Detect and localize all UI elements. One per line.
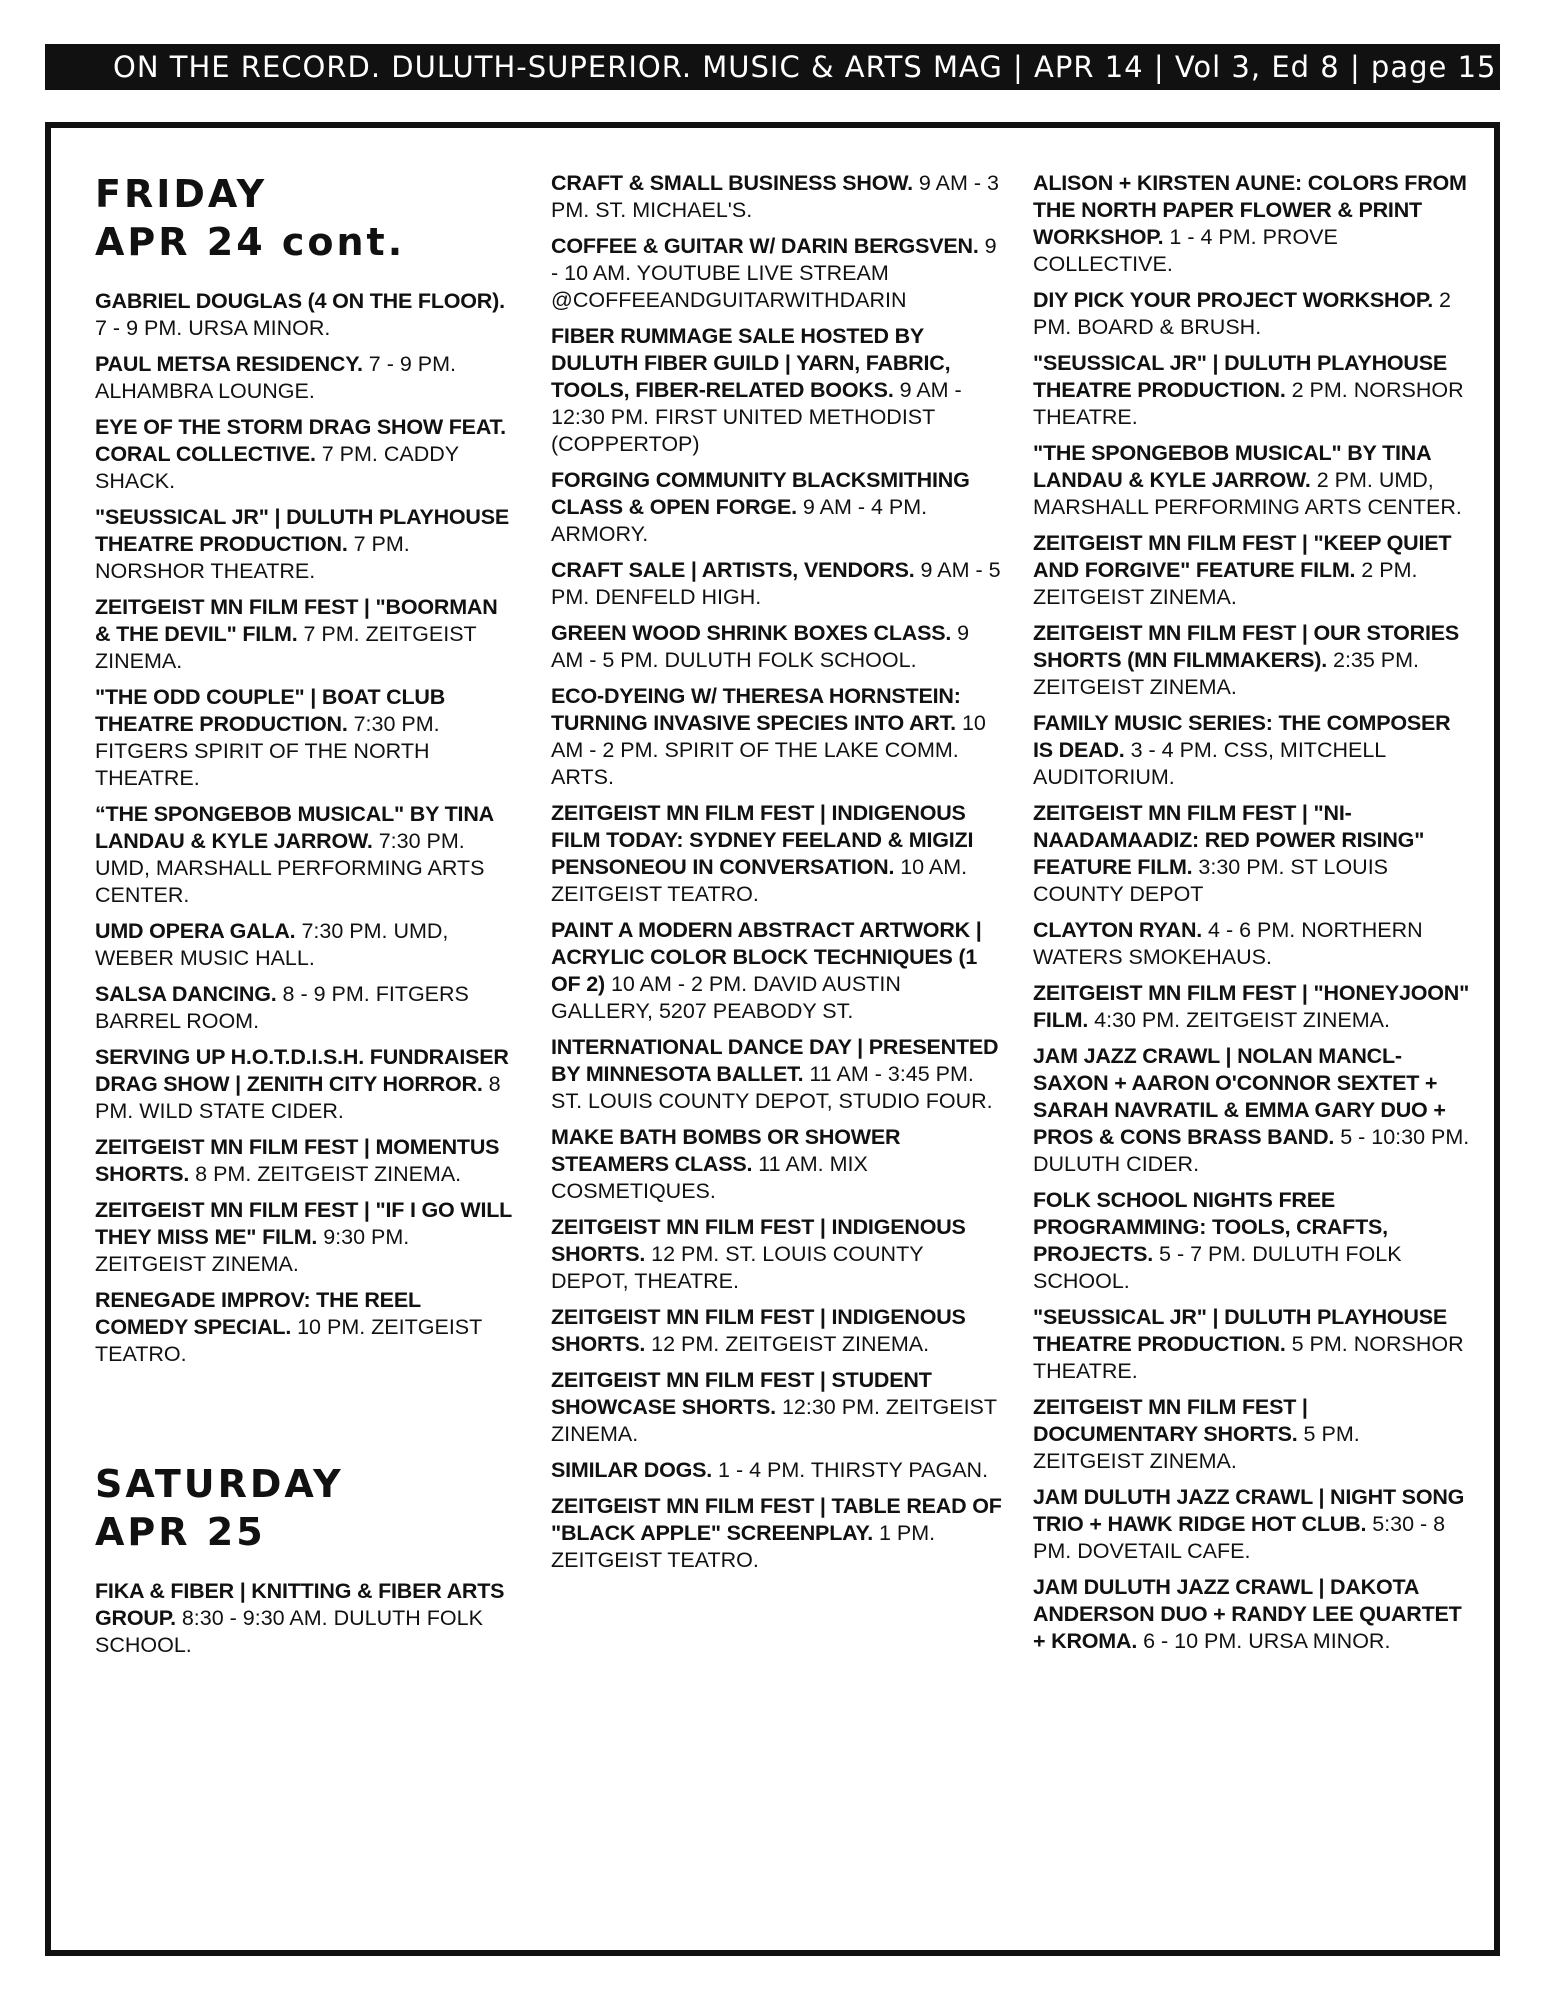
event-details: 10 AM - 2 PM. DAVID AUSTIN GALLERY, 5207 PEABODY ST. <box>551 972 901 1023</box>
event-title: ECO-DYEING W/ THERESA HORNSTEIN: TURNING INVASIVE SPECIES INTO ART. <box>551 684 961 735</box>
event-listing <box>551 800 1006 908</box>
event-details: 9 AM - 4 PM. ARMORY. <box>551 495 928 546</box>
event-details: 7:30 PM. UMD, WEBER MUSIC HALL. <box>95 919 449 970</box>
event-title: ZEITGEIST MN FILM FEST | TABLE READ OF "BLACK APPLE" SCREENPLAY. <box>551 1494 1002 1545</box>
event-title: ZEITGEIST MN FILM FEST | INDIGENOUS FILM TODAY: SYDNEY FEELAND & MIGIZI PENSONEOU IN CONVERSATION. <box>551 801 974 879</box>
friday-event-list <box>95 288 515 1368</box>
event-title: SIMILAR DOGS. <box>551 1458 713 1482</box>
event-listing <box>1033 1484 1473 1565</box>
event-listing <box>95 1197 515 1278</box>
event-details: 9 AM - 12:30 PM. FIRST UNITED METHODIST (COPPERTOP) <box>551 378 962 456</box>
event-details: 5 PM. ZEITGEIST ZINEMA. <box>1033 1422 1360 1473</box>
event-listing <box>1033 287 1473 341</box>
day-date: APR 25 <box>95 1510 266 1554</box>
page-header-banner: ON THE RECORD. DULUTH-SUPERIOR. MUSIC & ARTS MAG | APR 14 | Vol 3, Ed 8 | page 15 <box>45 44 1500 90</box>
event-listing <box>1033 170 1473 278</box>
column-3 <box>1033 170 1473 1664</box>
event-details: 7 - 9 PM. ALHAMBRA LOUNGE. <box>95 352 456 403</box>
event-listing <box>1033 620 1473 701</box>
event-title: ZEITGEIST MN FILM FEST | STUDENT SHOWCASE SHORTS. <box>551 1368 932 1419</box>
event-title: “THE SPONGEBOB MUSICAL" BY TINA LANDAU & KYLE JARROW. <box>95 802 494 853</box>
event-listing <box>95 918 515 972</box>
event-listing <box>551 170 1006 224</box>
event-details: 7 PM. CADDY SHACK. <box>95 442 459 493</box>
event-listing <box>1033 980 1473 1034</box>
saturday-event-list <box>95 1578 515 1659</box>
event-title: PAUL METSA RESIDENCY. <box>95 352 363 376</box>
event-details: 2 PM. ZEITGEIST ZINEMA. <box>1033 558 1418 609</box>
event-listing <box>551 557 1006 611</box>
day-name: FRIDAY <box>95 172 268 216</box>
event-details: 9:30 PM. ZEITGEIST ZINEMA. <box>95 1225 410 1276</box>
event-details: 12 PM. ZEITGEIST ZINEMA. <box>651 1332 930 1356</box>
event-details: 7 PM. ZEITGEIST ZINEMA. <box>95 622 477 673</box>
day-name: SATURDAY <box>95 1462 344 1506</box>
event-details: 10 AM. ZEITGEIST TEATRO. <box>551 855 968 906</box>
event-details: 1 - 4 PM. THIRSTY PAGAN. <box>718 1458 989 1482</box>
event-listing <box>1033 710 1473 791</box>
event-listing <box>1033 1574 1473 1655</box>
event-details: 6 - 10 PM. URSA MINOR. <box>1143 1629 1391 1653</box>
event-title: "THE ODD COUPLE" | BOAT CLUB THEATRE PRODUCTION. <box>95 685 446 736</box>
event-title: FAMILY MUSIC SERIES: THE COMPOSER IS DEAD. <box>1033 711 1451 762</box>
event-details: 3:30 PM. ST LOUIS COUNTY DEPOT <box>1033 855 1389 906</box>
event-listing <box>95 414 515 495</box>
event-details: 5 - 10:30 PM. DULUTH CIDER. <box>1033 1125 1470 1176</box>
event-title: PAINT A MODERN ABSTRACT ARTWORK | ACRYLIC COLOR BLOCK TECHNIQUES (1 OF 2) <box>551 918 982 996</box>
event-details: 8 PM. ZEITGEIST ZINEMA. <box>195 1162 462 1186</box>
event-details: 9 AM - 5 PM. DENFELD HIGH. <box>551 558 1001 609</box>
event-title: GABRIEL DOUGLAS (4 ON THE FLOOR). <box>95 289 505 313</box>
event-title: ZEITGEIST MN FILM FEST | MOMENTUS SHORTS. <box>95 1135 500 1186</box>
friday-heading <box>95 170 515 266</box>
column-2 <box>551 170 1006 1583</box>
saturday-event-list-3 <box>1033 170 1473 1655</box>
event-listing <box>551 1367 1006 1448</box>
event-details: 8:30 - 9:30 AM. DULUTH FOLK SCHOOL. <box>95 1606 483 1657</box>
event-title: ZEITGEIST MN FILM FEST | "IF I GO WILL THEY MISS ME" FILM. <box>95 1198 512 1249</box>
event-title: MAKE BATH BOMBS OR SHOWER STEAMERS CLASS. <box>551 1125 901 1176</box>
event-listing <box>551 1214 1006 1295</box>
event-listing <box>551 683 1006 791</box>
event-title: "SEUSSICAL JR" | DULUTH PLAYHOUSE THEATRE PRODUCTION. <box>1033 351 1448 402</box>
event-listing <box>551 467 1006 548</box>
event-details: 1 PM. ZEITGEIST TEATRO. <box>551 1521 936 1572</box>
event-title: SALSA DANCING. <box>95 982 277 1006</box>
event-details: 2 PM. UMD, MARSHALL PERFORMING ARTS CENTER. <box>1033 468 1462 519</box>
event-title: ZEITGEIST MN FILM FEST | "HONEYJOON" FILM. <box>1033 981 1470 1032</box>
event-details: 12 PM. ST. LOUIS COUNTY DEPOT, THEATRE. <box>551 1242 924 1293</box>
event-listing <box>1033 1043 1473 1178</box>
event-listing <box>95 1578 515 1659</box>
event-listing <box>1033 440 1473 521</box>
event-title: ALISON + KIRSTEN AUNE: COLORS FROM THE NORTH PAPER FLOWER & PRINT WORKSHOP. <box>1033 171 1467 249</box>
event-details: 4 - 6 PM. NORTHERN WATERS SMOKEHAUS. <box>1033 918 1423 969</box>
event-details: 8 PM. WILD STATE CIDER. <box>95 1072 501 1123</box>
event-listings-frame <box>45 122 1500 1956</box>
event-details: 2:35 PM. ZEITGEIST ZINEMA. <box>1033 648 1420 699</box>
event-listing <box>1033 350 1473 431</box>
event-listing <box>551 620 1006 674</box>
event-listing <box>1033 800 1473 908</box>
event-title: ZEITGEIST MN FILM FEST | INDIGENOUS SHORTS. <box>551 1215 966 1266</box>
event-details: 7:30 PM. UMD, MARSHALL PERFORMING ARTS CENTER. <box>95 829 485 907</box>
event-title: JAM DULUTH JAZZ CRAWL | DAKOTA ANDERSON DUO + RANDY LEE QUARTET + KROMA. <box>1033 1575 1462 1653</box>
saturday-heading <box>95 1460 515 1556</box>
event-title: JAM DULUTH JAZZ CRAWL | NIGHT SONG TRIO + HAWK RIDGE HOT CLUB. <box>1033 1485 1465 1536</box>
event-details: 12:30 PM. ZEITGEIST ZINEMA. <box>551 1395 997 1446</box>
event-details: 5 PM. NORSHOR THEATRE. <box>1033 1332 1464 1383</box>
event-title: EYE OF THE STORM DRAG SHOW FEAT. CORAL COLLECTIVE. <box>95 415 506 466</box>
event-details: 5:30 - 8 PM. DOVETAIL CAFE. <box>1033 1512 1446 1563</box>
event-title: FIBER RUMMAGE SALE HOSTED BY DULUTH FIBER GUILD | YARN, FABRIC, TOOLS, FIBER-RELATED BOOKS. <box>551 324 951 402</box>
event-details: 11 AM. MIX COSMETIQUES. <box>551 1152 868 1203</box>
event-details: 5 - 7 PM. DULUTH FOLK SCHOOL. <box>1033 1242 1402 1293</box>
event-title: "SEUSSICAL JR" | DULUTH PLAYHOUSE THEATRE PRODUCTION. <box>95 505 510 556</box>
event-details: 7 PM. NORSHOR THEATRE. <box>95 532 410 583</box>
event-title: FOLK SCHOOL NIGHTS FREE PROGRAMMING: TOOLS, CRAFTS, PROJECTS. <box>1033 1188 1388 1266</box>
event-details: 3 - 4 PM. CSS, MITCHELL AUDITORIUM. <box>1033 738 1386 789</box>
event-details: 9 - 10 AM. YOUTUBE LIVE STREAM @COFFEEANDGUITARWITHDARIN <box>551 234 997 312</box>
event-title: GREEN WOOD SHRINK BOXES CLASS. <box>551 621 952 645</box>
event-title: ZEITGEIST MN FILM FEST | INDIGENOUS SHORTS. <box>551 1305 966 1356</box>
event-details: 2 PM. NORSHOR THEATRE. <box>1033 378 1464 429</box>
event-title: RENEGADE IMPROV: THE REEL COMEDY SPECIAL. <box>95 1288 421 1339</box>
event-listing <box>551 1304 1006 1358</box>
event-listing <box>95 351 515 405</box>
event-details: 1 - 4 PM. PROVE COLLECTIVE. <box>1033 225 1338 276</box>
event-listing <box>551 323 1006 458</box>
event-title: FIKA & FIBER | KNITTING & FIBER ARTS GROUP. <box>95 1579 505 1630</box>
event-listing <box>95 504 515 585</box>
event-listing <box>1033 917 1473 971</box>
event-details: 2 PM. BOARD & BRUSH. <box>1033 288 1451 339</box>
event-title: CRAFT & SMALL BUSINESS SHOW. <box>551 171 913 195</box>
event-title: INTERNATIONAL DANCE DAY | PRESENTED BY MINNESOTA BALLET. <box>551 1035 999 1086</box>
day-date: APR 24 cont. <box>95 220 406 264</box>
event-details: 9 AM - 5 PM. DULUTH FOLK SCHOOL. <box>551 621 970 672</box>
event-listing <box>95 981 515 1035</box>
event-title: FORGING COMMUNITY BLACKSMITHING CLASS & OPEN FORGE. <box>551 468 970 519</box>
event-title: CRAFT SALE | ARTISTS, VENDORS. <box>551 558 915 582</box>
event-listing <box>95 288 515 342</box>
saturday-event-list-2 <box>551 170 1006 1574</box>
event-listing <box>95 684 515 792</box>
event-listing <box>1033 1394 1473 1475</box>
event-title: SERVING UP H.O.T.D.I.S.H. FUNDRAISER DRAG SHOW | ZENITH CITY HORROR. <box>95 1045 509 1096</box>
event-title: ZEITGEIST MN FILM FEST | OUR STORIES SHORTS (MN FILMMAKERS). <box>1033 621 1460 672</box>
event-listing <box>551 233 1006 314</box>
event-title: ZEITGEIST MN FILM FEST | "BOORMAN & THE DEVIL" FILM. <box>95 595 498 646</box>
event-title: ZEITGEIST MN FILM FEST | "NI-NAADAMAADIZ: RED POWER RISING" FEATURE FILM. <box>1033 801 1425 879</box>
event-details: 9 AM - 3 PM. ST. MICHAEL'S. <box>551 171 999 222</box>
event-listing <box>95 1134 515 1188</box>
event-details: 7:30 PM. FITGERS SPIRIT OF THE NORTH THEATRE. <box>95 712 440 790</box>
event-title: CLAYTON RYAN. <box>1033 918 1203 942</box>
event-title: UMD OPERA GALA. <box>95 919 296 943</box>
event-details: 7 - 9 PM. URSA MINOR. <box>95 316 331 340</box>
event-listing <box>551 1034 1006 1115</box>
event-listing <box>551 1124 1006 1205</box>
event-listing <box>1033 1304 1473 1385</box>
event-title: JAM JAZZ CRAWL | NOLAN MANCL-SAXON + AARON O'CONNOR SEXTET + SARAH NAVRATIL & EMMA GARY DUO + PROS & CONS BRASS BAND. <box>1033 1044 1446 1149</box>
event-details: 8 - 9 PM. FITGERS BARREL ROOM. <box>95 982 469 1033</box>
column-1 <box>95 170 515 1668</box>
event-title: "THE SPONGEBOB MUSICAL" BY TINA LANDAU & KYLE JARROW. <box>1033 441 1431 492</box>
event-title: ZEITGEIST MN FILM FEST | "KEEP QUIET AND FORGIVE" FEATURE FILM. <box>1033 531 1452 582</box>
event-listing <box>95 1044 515 1125</box>
event-details: 4:30 PM. ZEITGEIST ZINEMA. <box>1094 1008 1390 1032</box>
event-listing <box>551 1493 1006 1574</box>
event-details: 10 PM. ZEITGEIST TEATRO. <box>95 1315 482 1366</box>
event-title: COFFEE & GUITAR W/ DARIN BERGSVEN. <box>551 234 979 258</box>
event-listing <box>551 1457 1006 1484</box>
event-listing <box>1033 1187 1473 1295</box>
event-listing <box>551 917 1006 1025</box>
event-title: "SEUSSICAL JR" | DULUTH PLAYHOUSE THEATRE PRODUCTION. <box>1033 1305 1448 1356</box>
event-title: ZEITGEIST MN FILM FEST | DOCUMENTARY SHORTS. <box>1033 1395 1308 1446</box>
event-listing <box>95 801 515 909</box>
event-title: DIY PICK YOUR PROJECT WORKSHOP. <box>1033 288 1433 312</box>
event-details: 11 AM - 3:45 PM. ST. LOUIS COUNTY DEPOT, STUDIO FOUR. <box>551 1062 993 1113</box>
event-listing <box>95 1287 515 1368</box>
event-listing <box>1033 530 1473 611</box>
event-details: 10 AM - 2 PM. SPIRIT OF THE LAKE COMM. ARTS. <box>551 711 986 789</box>
event-listing <box>95 594 515 675</box>
